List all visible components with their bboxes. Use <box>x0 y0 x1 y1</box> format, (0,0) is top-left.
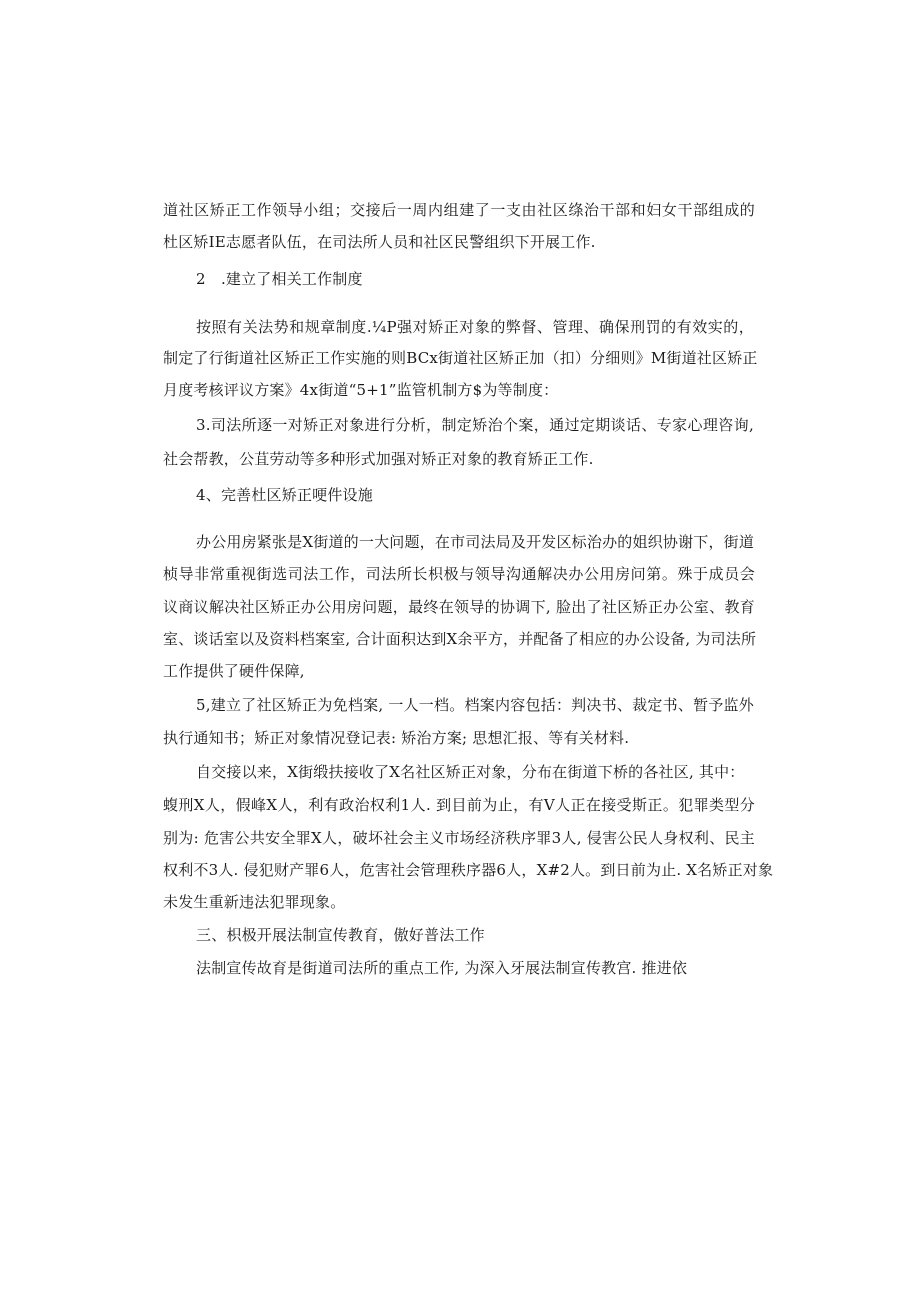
section-heading: 2 .建立了相关工作制度 <box>196 270 363 288</box>
text-line: 5,建立了社区矫正为免档案, 一人一档。档案内容包括：判决书、裁定书、暂予监外 <box>196 696 754 714</box>
text-line: 别为: 危害公共安全罪X人，破坏社会主义市场经济秩序罪3人, 侵害公民人身权利、民主 <box>163 829 755 847</box>
text-line: 议商议解决社区矫正办公用房问题，最终在领导的协调下, 脸出了社区矫正办公室、教育 <box>163 598 755 616</box>
text-line: 室、谈话室以及资料档案室, 合计面积达到X余平方，并配备了相应的办公设备, 为司法所 <box>163 630 757 648</box>
text-line: 权利不3人. 侵犯财产罪6人，危害社会管理秩序器6人，X#2人。到日前为止. X名矫正对象 <box>163 861 774 879</box>
text-line: 自交接以来，X街缎扶接收了X名社区矫正对象，分布在街道下桥的各社区, 其中： <box>196 763 745 781</box>
text-line: 道社区矫正工作领导小组；交接后一周内组建了一支由社区绦治干部和妇女干部组成的 <box>163 201 755 219</box>
section-heading: 4、完善杜区矫正哽件设施 <box>196 486 373 504</box>
text-line: 办公用房紧张是X街道的一大问题，在市司法局及开发区标治办的姐织协谢下，街道 <box>196 533 755 551</box>
text-line: 蝮刑X人，假峰X人，利有政治权利1人. 到目前为止，有V人正在接受斯正。犯罪类型分 <box>163 796 755 814</box>
text-line: 执行通知书；矫正对象情况登记表: 矫治方案; 思想汇报、等有关材料. <box>163 729 630 747</box>
text-line: 工作提供了硬件保障, <box>163 662 305 680</box>
text-line: 桢导非常重视街选司法工作，司法所长枳极与领导沟通解决办公用房问第。殊于成员会 <box>163 565 755 583</box>
text-line: 按照有关法势和规章制度.¼P强对矫正对象的弊督、管理、确保刑罚的有效实的， <box>196 318 754 336</box>
section-heading: 三、枳极开展法制宣传教育，傲好普法工作 <box>196 926 485 944</box>
text-line: 法制宣传故育是街道司法所的重点工作, 为深入牙展法制宣传教宫. 推进依 <box>196 959 688 977</box>
text-line: 月度考核评议方案》4x街道“5+1”监管机制方$为等制度： <box>163 381 559 399</box>
text-line: 杜区矫IE志愿者队伍，在司法所人员和社区民警组织下开展工作. <box>163 233 596 251</box>
text-line: 3.司法所逐一对矫正对象进行分析，制定矫治个案，通过定期谈话、专家心理咨询, <box>196 416 754 434</box>
text-line: 未发生重新违法犯罪现象。 <box>163 893 346 911</box>
text-line: 制定了行街道社区矫正工作实施的则BCx街道社区矫正加（扣）分细则》M街道社区矫正 <box>163 349 758 367</box>
text-line: 社会帮教，公苴劳动等多种形式加强对矫正对象的教育矫正工作. <box>163 450 594 468</box>
